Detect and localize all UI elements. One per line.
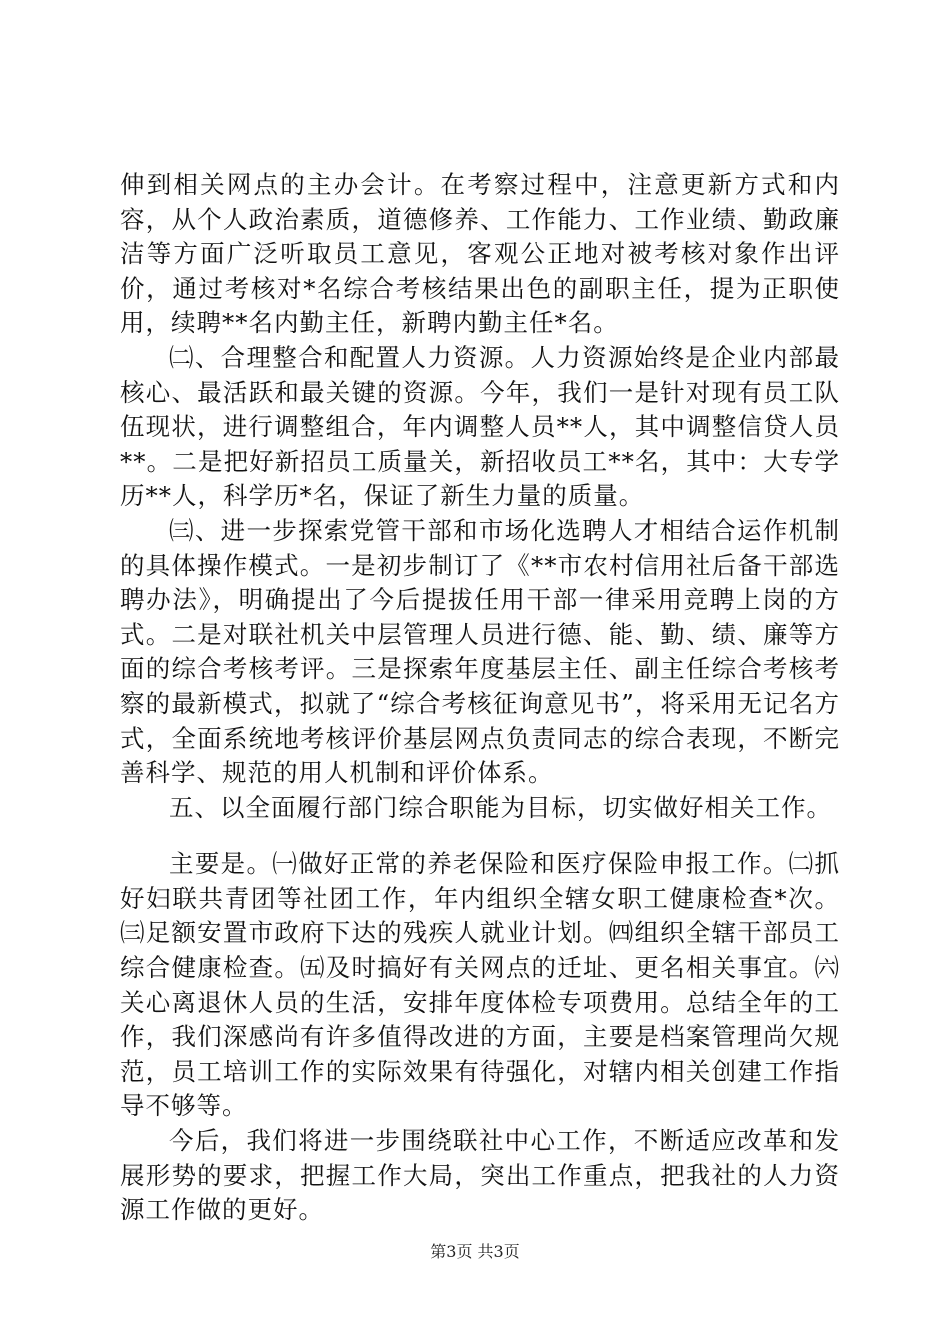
section-heading-5: 五、以全面履行部门综合职能为目标，切实做好相关工作。 [169, 792, 832, 822]
paragraph-main-points: 主要是。㈠做好正常的养老保险和医疗保险申报工作。㈡抓好妇联共青团等社团工作，年内组织全辖女职工健康检查*次。㈢足额安置市政府下达的残疾人就业计划。㈣组织全辖干部员工综合健康检查。㈤及时搞好有关网点的迁址、更名相关事宜。㈥关心离退休人员的生活，安排年度体检专项费用。总结全年的工作，我们深感尚有许多值得改进的方面，主要是档案管理尚欠规范，员工培训工作的实际效果有待强化，对辖内相关创建工作指导不够等。 [120, 849, 840, 1121]
page-footer [0, 1242, 950, 1262]
paragraph-section-2: ㈡、合理整合和配置人力资源。人力资源始终是企业内部最核心、最活跃和最关键的资源。今年，我们一是针对现有员工队伍现状，进行调整组合，年内调整人员**人，其中调整信贷人员**。二是把好新招员工质量关，新招收员工**名，其中：大专学历**人，科学历*名，保证了新生力量的质量。 [120, 342, 840, 511]
paragraph-continuation: 伸到相关网点的主办会计。在考察过程中，注意更新方式和内容，从个人政治素质，道德修养、工作能力、工作业绩、勤政廉洁等方面广泛听取员工意见，客观公正地对被考核对象作出评价，通过考核对*名综合考核结果出色的副职主任，提为正职使用，续聘**名内勤主任，新聘内勤主任*名。 [120, 170, 840, 338]
page-number-label: 第3页 共3页 [430, 1242, 520, 1261]
paragraph-conclusion: 今后，我们将进一步围绕联社中心工作，不断适应改革和发展形势的要求，把握工作大局，突出工作重点，把我社的人力资源工作做的更好。 [120, 1126, 840, 1225]
paragraph-section-3: ㈢、进一步探索党管干部和市场化选聘人才相结合运作机制的具体操作模式。一是初步制订了《**市农村信用社后备干部选聘办法》，明确提出了今后提拔任用干部一律采用竞聘上岗的方式。二是对联社机关中层管理人员进行德、能、勤、绩、廉等方面的综合考核考评。三是探索年度基层主任、副主任综合考核考察的最新模式，拟就了“综合考核征询意见书”，将采用无记名方式，全面系统地考核评价基层网点负责同志的综合表现，不断完善科学、规范的用人机制和评价体系。 [120, 515, 840, 788]
document-body [120, 168, 840, 1228]
